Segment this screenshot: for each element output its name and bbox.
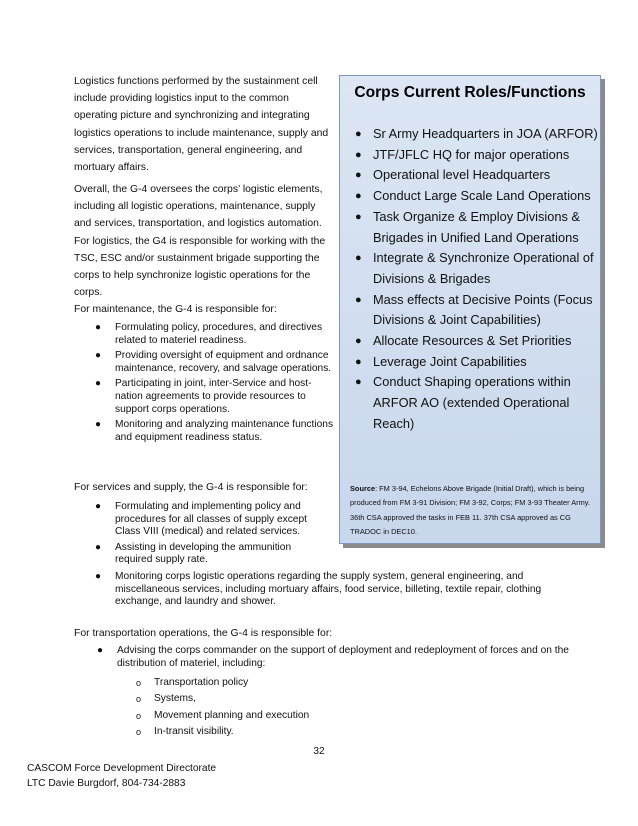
bullet-icon: ● <box>95 378 102 390</box>
bullet-icon: ● <box>95 419 102 431</box>
footer-line-1: CASCOM Force Development Directorate <box>27 763 217 774</box>
services-list-wide <box>91 571 571 612</box>
bullet-icon: ● <box>355 355 362 368</box>
bullet-icon: ● <box>355 335 362 348</box>
corps-roles-sidebar <box>339 75 601 544</box>
sidebar-item: ● JTF/JFLC HQ for major operations <box>353 145 598 166</box>
sidebar-item: ● Mass effects at Decisive Points (Focus Divisions & Joint Capabilities) <box>355 291 593 328</box>
list-item: o In-transit visibility. <box>136 724 309 740</box>
sidebar-item: ● Operational level Headquarters <box>353 165 598 186</box>
bullet-icon: ● <box>355 128 362 140</box>
list-item: o Movement planning and execution <box>136 708 309 724</box>
overview-paragraph: Overall, the G-4 oversees the corps’ logistic elements, including all logistic operations, maintenance, supply and services, transportation, and logistics automation. For logistics, the G4 is responsible for working with the TSC, ESC and/or sustainment brigade supporting the corps to help synchronize logistic operations for the corps. <box>74 184 326 299</box>
list-item: o Transportation policy <box>136 675 309 691</box>
transportation-list <box>93 645 573 673</box>
bullet-icon: ● <box>95 571 102 582</box>
circle-bullet-icon: o <box>136 694 142 705</box>
circle-bullet-icon: o <box>136 710 142 721</box>
page-footer <box>27 761 216 791</box>
footer-line-2: LTC Davie Burgdorf, 804-734-2883 <box>27 778 186 789</box>
bullet-icon: ● <box>95 322 102 333</box>
list-item: ● Participating in joint, inter-Service and host-nation agreements to provide resources to support corps operations. <box>95 378 312 415</box>
sidebar-item: ● Task Organize & Employ Divisions & Brigades in Unified Land Operations <box>355 208 580 245</box>
bullet-icon: ● <box>355 169 362 182</box>
bullet-icon: ● <box>97 645 104 656</box>
bullet-icon: ● <box>355 148 362 161</box>
list-item: ● Monitoring and analyzing maintenance functions and equipment readiness status. <box>95 419 334 443</box>
source-text: : FM 3-94, Echelons Above Brigade (Initial Draft), which is being produced from FM 3-91 Division; FM 3-92, Corps; FM 3-93 Theater Army. 36th CSA approved the tasks in FEB 11. 37th CSA approved as CG TRADOC in DEC10. <box>350 484 590 536</box>
list-item: o Systems, <box>136 691 309 707</box>
bullet-icon: ● <box>95 501 102 512</box>
sidebar-item: ● Conduct Large Scale Land Operations <box>353 186 598 207</box>
transportation-sublist <box>136 675 309 740</box>
list-item: ● Assisting in developing the ammunition required supply rate. <box>95 541 292 566</box>
bullet-icon: ● <box>355 293 362 306</box>
sidebar-source-note <box>350 482 596 539</box>
bullet-icon: ● <box>355 376 362 389</box>
intro-paragraph: Logistics functions performed by the sustainment cell include providing logistics input to the common operating picture and synchronizing and integrating logistics operations to include maintenance, supply and services, transportation, general engineering, and mortuary affairs. <box>74 76 329 174</box>
bullet-icon: ● <box>95 350 102 362</box>
list-item: ● Formulating policy, procedures, and directives related to materiel readiness. <box>95 322 323 346</box>
list-item: ● Formulating and implementing policy and procedures for all classes of supply except Class VIII (medical) and related services. <box>95 501 307 538</box>
sidebar-title: Corps Current Roles/Functions <box>354 84 586 101</box>
transportation-lead: For transportation operations, the G-4 is responsible for: <box>74 628 333 639</box>
sidebar-item: ● Conduct Shaping operations within ARFOR AO (extended Operational Reach) <box>355 374 571 431</box>
services-list <box>91 501 327 570</box>
maintenance-lead: For maintenance, the G-4 is responsible for: <box>74 304 277 315</box>
circle-bullet-icon: o <box>136 726 142 737</box>
page-number: 32 <box>313 746 325 757</box>
bullet-icon: ● <box>355 252 362 265</box>
list-item: ● Monitoring corps logistic operations regarding the supply system, general engineering, and miscellaneous services, including mortuary affairs, food service, billeting, textile repair, clothing exchange, and laundry and shower. <box>95 571 542 608</box>
source-label: Source <box>350 484 376 493</box>
list-item: ● Advising the corps commander on the support of deployment and redeployment of forces and on the distribution of materiel, including: <box>97 645 569 669</box>
sidebar-item: ● Sr Army Headquarters in JOA (ARFOR) <box>353 124 598 145</box>
services-lead: For services and supply, the G-4 is responsible for: <box>74 482 308 493</box>
sidebar-item: ● Integrate & Synchronize Operational of Divisions & Brigades <box>355 250 594 286</box>
bullet-icon: ● <box>95 541 102 553</box>
bullet-icon: ● <box>355 190 362 203</box>
sidebar-item: ● Leverage Joint Capabilities <box>353 352 598 373</box>
bullet-icon: ● <box>355 210 362 223</box>
circle-bullet-icon: o <box>136 678 142 688</box>
list-item: ● Providing oversight of equipment and ordnance maintenance, recovery, and salvage operations. <box>95 350 332 374</box>
sidebar-item: ● Allocate Resources & Set Priorities <box>353 331 598 352</box>
sidebar-list <box>353 124 598 435</box>
maintenance-list <box>91 322 335 447</box>
